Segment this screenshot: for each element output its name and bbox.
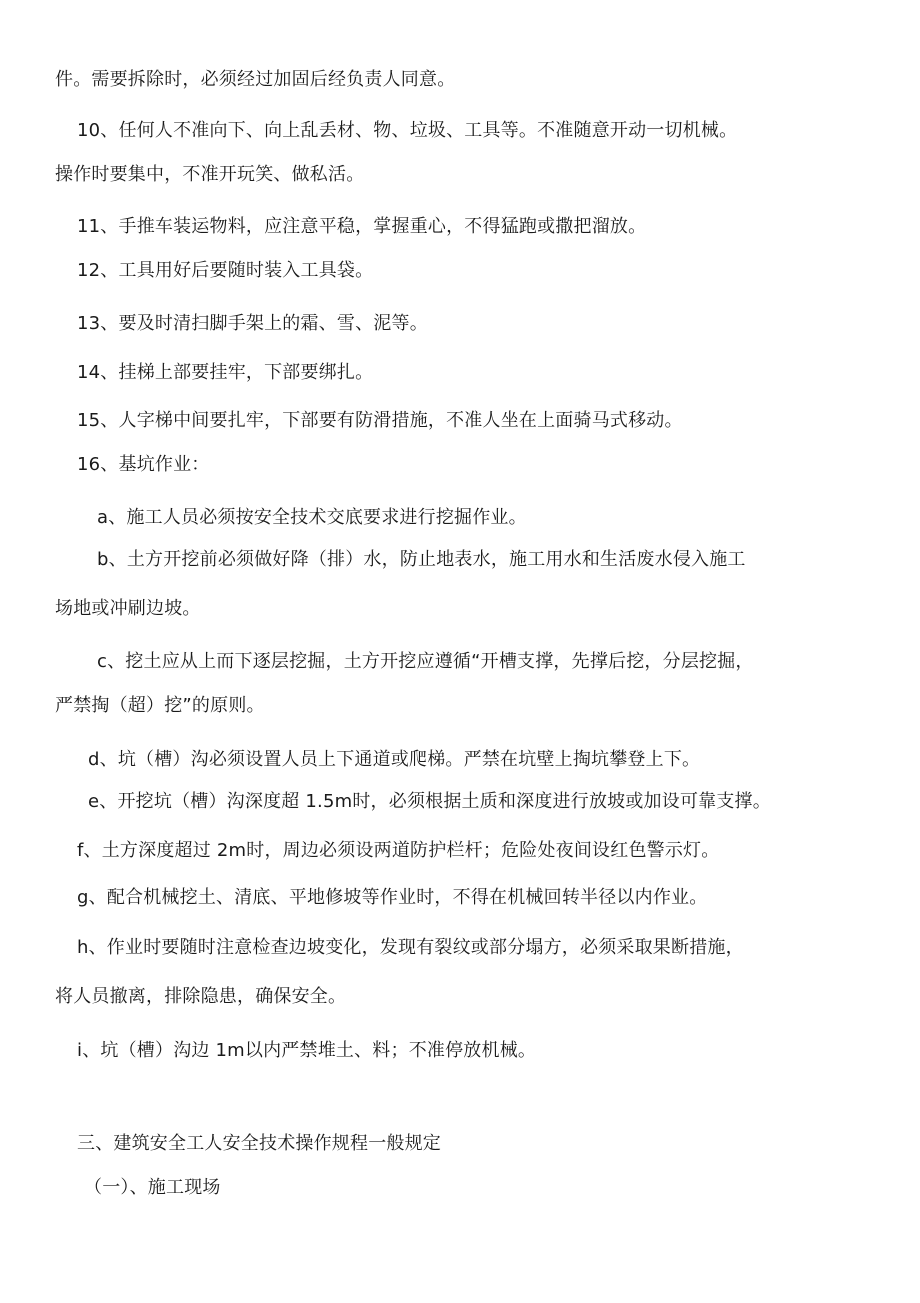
paragraph-line: 严禁掏（超）挖”的原则。	[55, 695, 265, 716]
sub-item-g: g、配合机械挖土、清底、平地修坡等作业时，不得在机械回转半径以内作业。	[77, 887, 708, 908]
rule-item-11: 11、手推车装运物料，应注意平稳，掌握重心，不得猛跑或撒把溜放。	[77, 216, 647, 237]
sub-item-c: c、挖土应从上而下逐层挖掘，土方开挖应遵循“开槽支撑，先撑后挖，分层挖掘，	[97, 651, 754, 672]
paragraph-line: 操作时要集中，不准开玩笑、做私活。	[55, 164, 365, 185]
paragraph-line: 场地或冲刷边坡。	[55, 598, 201, 619]
section-heading: 三、建筑安全工人安全技术操作规程一般规定	[77, 1133, 441, 1154]
rule-item-15: 15、人字梯中间要扎牢，下部要有防滑措施，不准人坐在上面骑马式移动。	[77, 410, 683, 431]
sub-item-a: a、施工人员必须按安全技术交底要求进行挖掘作业。	[97, 507, 527, 528]
rule-item-13: 13、要及时清扫脚手架上的霜、雪、泥等。	[77, 313, 428, 334]
sub-item-f: f、土方深度超过 2m时，周边必须设两道防护栏杆；危险处夜间设红色警示灯。	[77, 840, 720, 861]
paragraph-line: 将人员撤离，排除隐患，确保安全。	[55, 986, 347, 1007]
rule-item-12: 12、工具用好后要随时装入工具袋。	[77, 260, 374, 281]
subsection-heading: （一）、施工现场	[84, 1177, 221, 1198]
sub-item-d: d、坑（槽）沟必须设置人员上下通道或爬梯。严禁在坑壁上掏坑攀登上下。	[88, 749, 701, 770]
sub-item-b: b、土方开挖前必须做好降（排）水，防止地表水，施工用水和生活废水侵入施工	[97, 549, 746, 570]
sub-item-e: e、开挖坑（槽）沟深度超 1.5m时，必须根据土质和深度进行放坡或加设可靠支撑。	[88, 791, 771, 812]
rule-item-14: 14、挂梯上部要挂牢，下部要绑扎。	[77, 362, 374, 383]
rule-item-16: 16、基坑作业：	[77, 454, 210, 475]
paragraph-line: 件。需要拆除时，必须经过加固后经负责人同意。	[55, 69, 456, 90]
rule-item-10: 10、任何人不准向下、向上乱丢材、物、垃圾、工具等。不准随意开动一切机械。	[77, 120, 738, 141]
sub-item-i: i、坑（槽）沟边 1m以内严禁堆土、料；不准停放机械。	[77, 1040, 537, 1061]
sub-item-h: h、作业时要随时注意检查边坡变化，发现有裂纹或部分塌方，必须采取果断措施，	[77, 937, 744, 958]
